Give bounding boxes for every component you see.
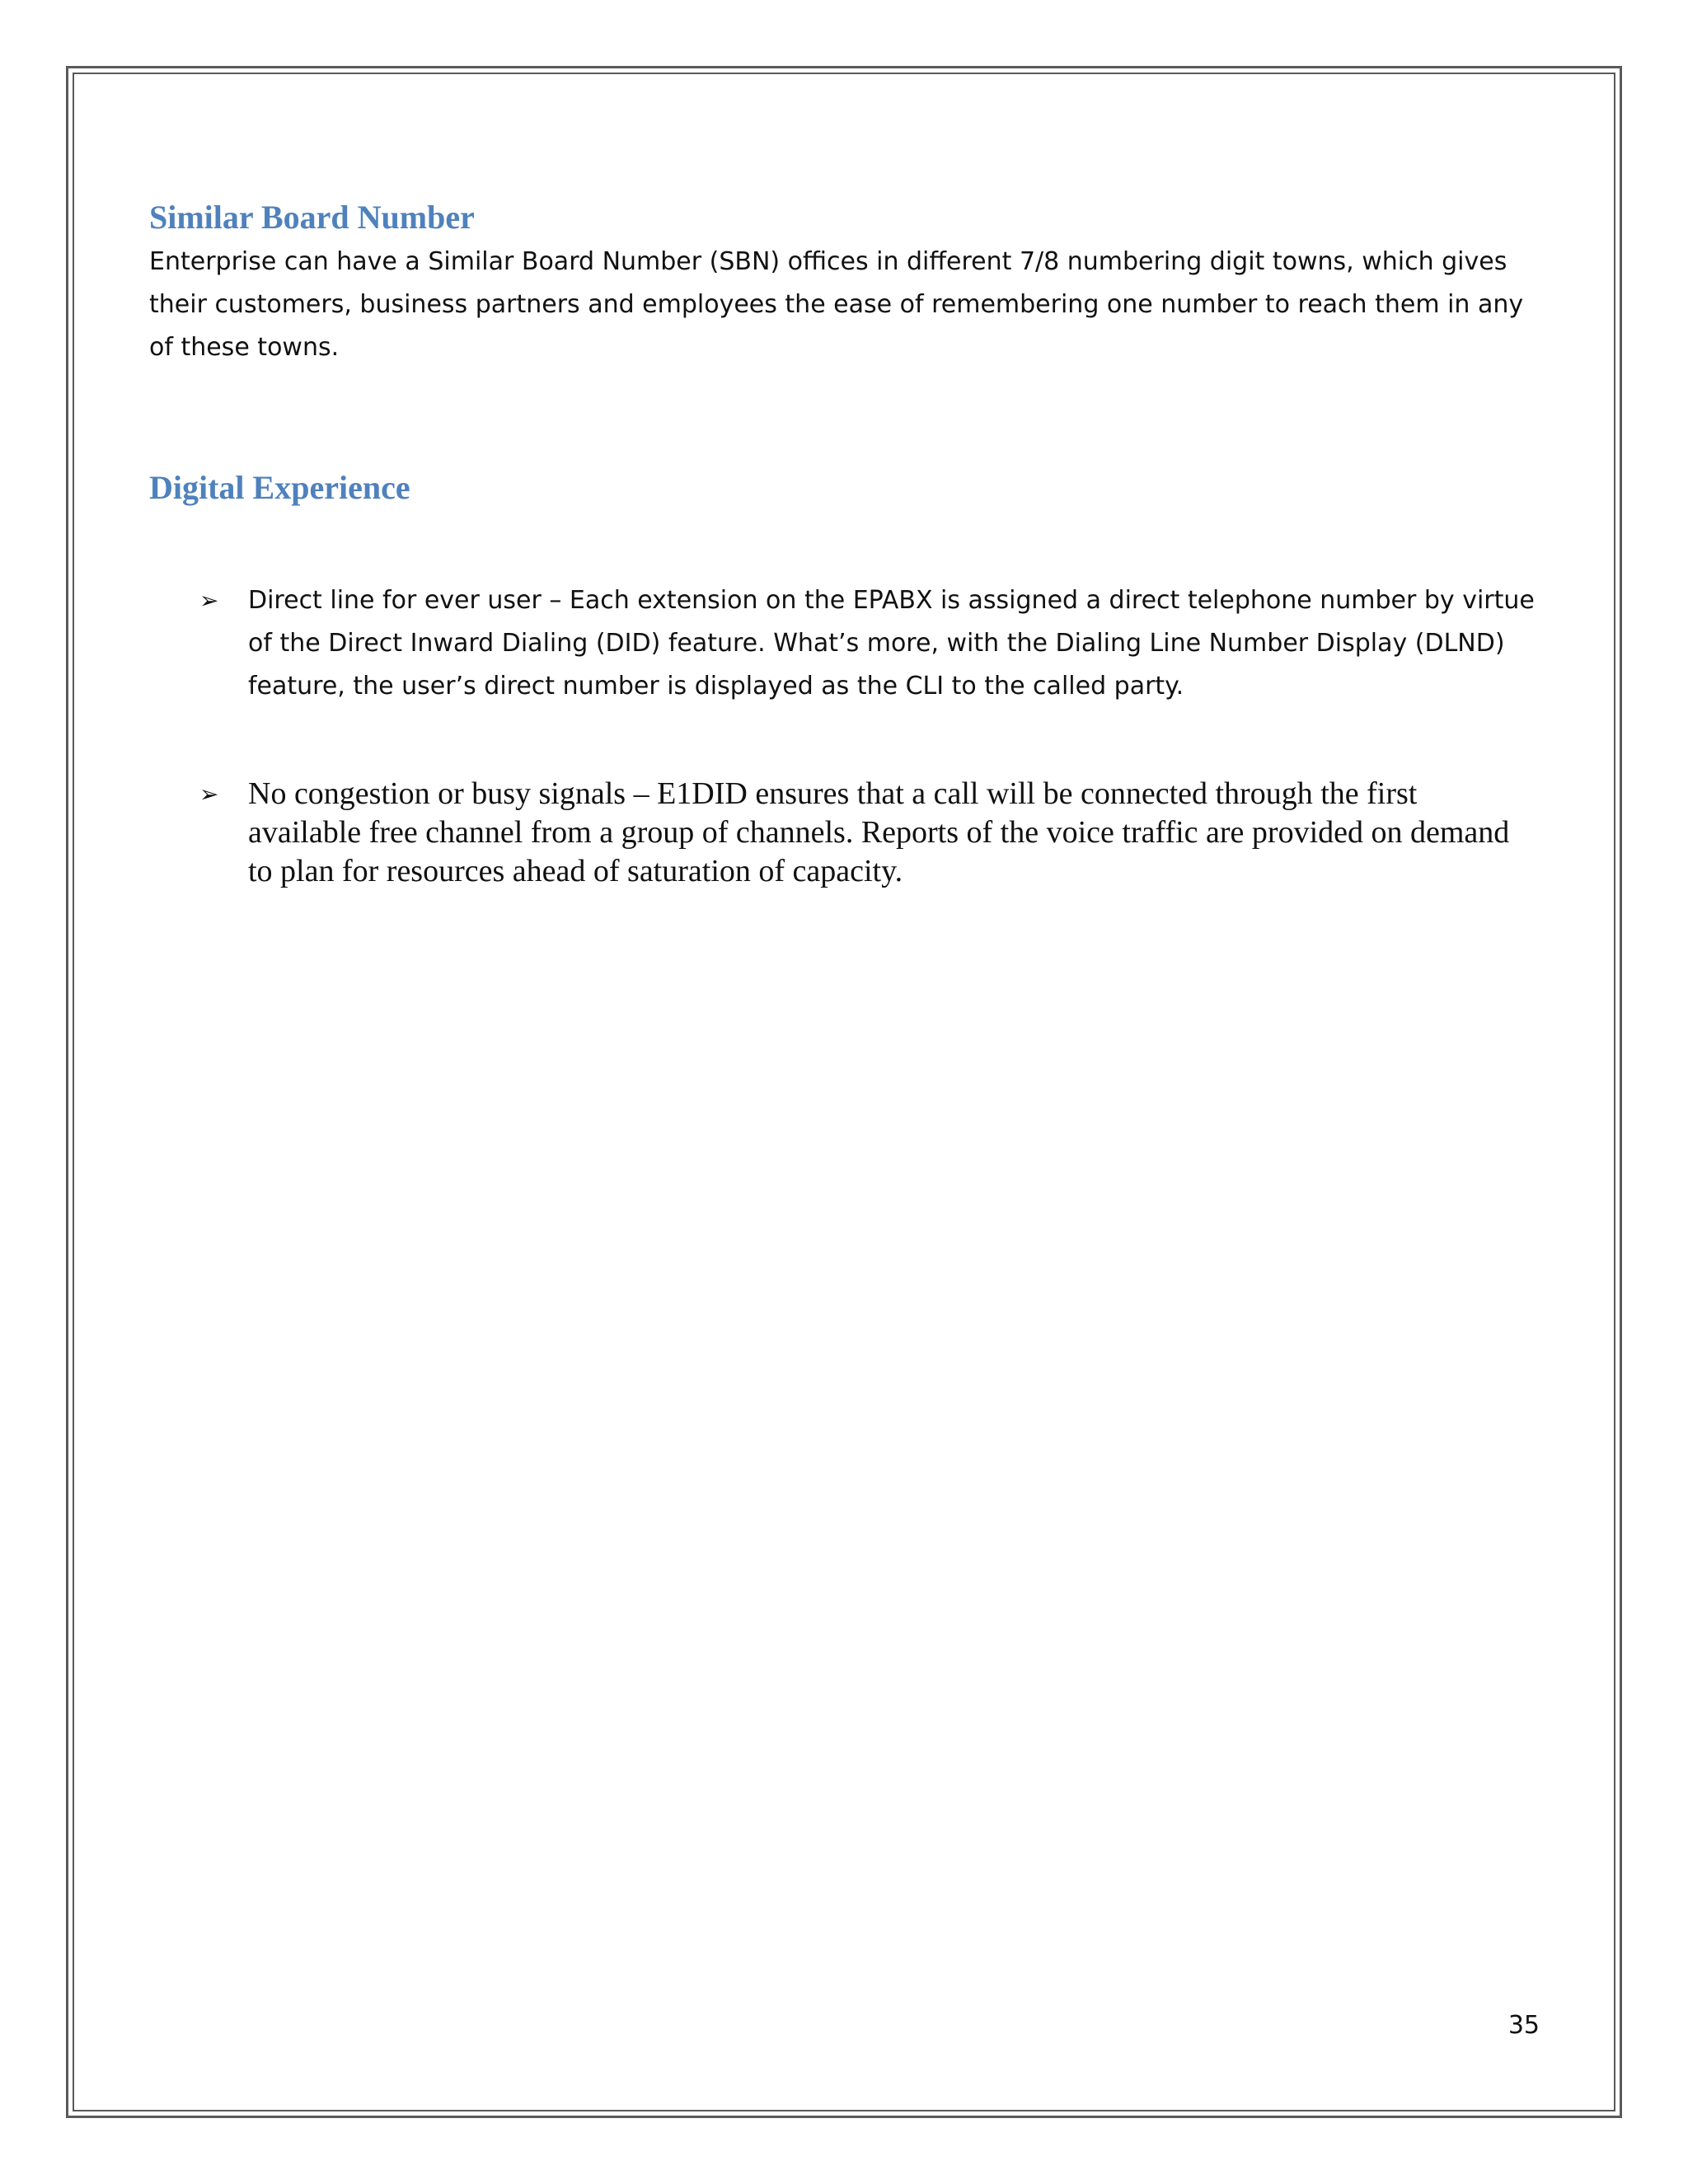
paragraph-similar-board-number: Enterprise can have a Similar Board Number (SBN) offices in different 7/8 numbering digit towns, which gives their customers, business partners and employees the ease of remembering one number to reach them in any of these towns. [149,247,1524,362]
arrowhead-bullet-icon: ➢ [199,587,219,614]
heading-similar-board-number: Similar Board Number [149,199,475,236]
list-item [199,775,1535,891]
page-border-inner [73,73,1615,2111]
list-item-text: No congestion or busy signals – E1DID ensures that a call will be connected through the first available free channel from a group of channels. Reports of the voice traffic are provided on demand to plan for resources ahead of saturation of capacity. [248,776,1510,888]
list-item [199,579,1535,708]
heading-digital-experience: Digital Experience [149,469,410,506]
arrowhead-bullet-icon: ➢ [199,780,219,808]
page-number: 35 [1507,2011,1540,2040]
list-item-text: Direct line for ever user – Each extension on the EPABX is assigned a direct telephone number by virtue of the Direct Inward Dialing (DID) feature. What’s more, with the Dialing Line Number Display (DLND) feature, the user’s direct number is displayed as the CLI to the called party. [248,586,1535,701]
